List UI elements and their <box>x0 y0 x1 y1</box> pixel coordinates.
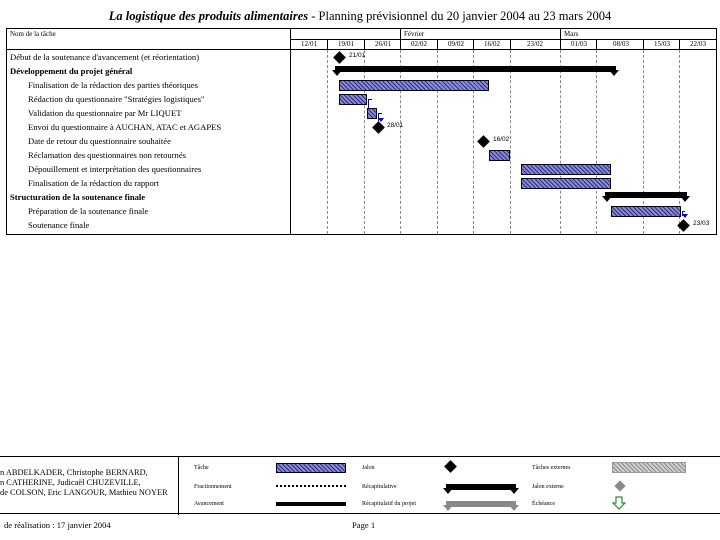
week-label: 01/03 <box>571 40 587 48</box>
week-label: 08/03 <box>613 40 629 48</box>
task-label: Envoi du questionnaire à AUCHAN, ATAC et AGAPES <box>28 122 222 132</box>
milestone-date-label: 28/01 <box>387 122 404 129</box>
footer-page-number: Page 1 <box>352 520 376 530</box>
week-label: 22/03 <box>690 40 706 48</box>
legend-label-jalon-externe: Jalon externe <box>532 484 564 490</box>
gantt-grid <box>6 28 717 235</box>
legend-external-task-swatch <box>612 462 686 473</box>
team-line-2: n CATHERINE, Judicaël CHUZEVILLE, <box>0 478 141 487</box>
task-row-2[interactable] <box>7 64 291 78</box>
legend-summary-swatch <box>446 484 516 490</box>
task-label: Développement du projet général <box>10 66 133 76</box>
week-label: 23/02 <box>527 40 543 48</box>
week-label: 12/01 <box>301 40 317 48</box>
task-bar[interactable] <box>611 206 681 217</box>
legend-label-recapitulative: Récapitulative <box>362 484 397 490</box>
month-separator <box>400 29 401 39</box>
legend-label-jalon: Jalon <box>362 465 375 471</box>
month-label-mars: Mars <box>564 30 579 38</box>
legend-label-tache: Tâche <box>194 465 209 471</box>
task-label: Soutenance finale <box>28 220 90 230</box>
summary-bar[interactable] <box>605 192 687 198</box>
dependency-arrow-icon <box>682 214 688 218</box>
task-bar[interactable] <box>521 164 611 175</box>
task-row-12[interactable] <box>7 204 291 218</box>
milestone-date-label: 23/03 <box>693 220 710 227</box>
task-name-header: Nom de la tâche <box>10 30 56 38</box>
task-bar[interactable] <box>367 108 377 119</box>
task-row-7[interactable] <box>7 134 291 148</box>
chart-title <box>0 9 720 24</box>
week-label: 26/01 <box>375 40 391 48</box>
week-gridline <box>596 50 597 234</box>
task-row-11[interactable] <box>7 190 291 204</box>
milestone-marker[interactable] <box>372 121 385 134</box>
task-row-5[interactable] <box>7 106 291 120</box>
week-gridline <box>364 50 365 234</box>
legend-split-swatch <box>276 485 346 487</box>
task-row-4[interactable] <box>7 92 291 106</box>
week-label: 15/03 <box>654 40 670 48</box>
week-gridline <box>327 50 328 234</box>
week-gridline <box>437 50 438 234</box>
task-label: Dépouillement et interprétation des questionnaires <box>28 164 202 174</box>
task-label: Préparation de la soutenance finale <box>28 206 149 216</box>
team-line-3: de COLSON, Eric LANGOUR, Mathieu NOYER <box>0 488 168 497</box>
task-row-9[interactable] <box>7 162 291 176</box>
legend-project-summary-swatch <box>446 501 516 507</box>
week-label: 09/02 <box>448 40 464 48</box>
week-gridline <box>473 50 474 234</box>
task-label: Rédaction du questionnaire "Stratégies logistiques" <box>28 94 205 104</box>
week-gridline <box>510 50 511 234</box>
team-line-1: n ABDELKADER, Christophe BERNARD, <box>0 468 148 477</box>
task-row-8[interactable] <box>7 148 291 162</box>
task-label: Finalisation de la rédaction des parties théoriques <box>28 80 198 90</box>
legend-progress-swatch <box>276 502 346 506</box>
task-row-1[interactable] <box>7 50 291 64</box>
task-row-3[interactable] <box>7 78 291 92</box>
task-row-6[interactable] <box>7 120 291 134</box>
task-label: Réclamation des questionnaires non retournés <box>28 150 186 160</box>
legend-panel <box>0 456 720 514</box>
task-label: Structuration de la soutenance finale <box>10 192 146 202</box>
title-rest: - Planning prévisionnel du 20 janvier 2004 au 23 mars 2004 <box>308 9 612 23</box>
task-row-10[interactable] <box>7 176 291 190</box>
month-separator <box>560 29 561 39</box>
milestone-marker[interactable] <box>477 135 490 148</box>
week-label: 02/02 <box>411 40 427 48</box>
legend-label-taches-externes: Tâches externes <box>532 465 571 471</box>
footer-date: de réalisation : 17 janvier 2004 <box>4 520 111 530</box>
legend-label-recap-projet: Récapitulatif du projet <box>362 501 416 507</box>
summary-bar[interactable] <box>335 66 616 72</box>
dependency-link <box>368 99 372 108</box>
legend-label-echeance: Échéance <box>532 501 555 507</box>
task-label: Date de retour du questionnaire souhaitée <box>28 136 171 146</box>
task-row-13[interactable] <box>7 218 291 232</box>
week-label: 19/01 <box>338 40 354 48</box>
legend-task-swatch <box>276 463 346 473</box>
deadline-arrow-icon <box>612 496 626 510</box>
week-label: 16/02 <box>484 40 500 48</box>
milestone-date-label: 16/02 <box>493 136 510 143</box>
week-separator <box>510 39 511 49</box>
task-label: Validation du questionnaire par Mr LIQUET <box>28 108 182 118</box>
month-label-fevrier: Février <box>404 30 425 38</box>
milestone-marker[interactable] <box>333 51 346 64</box>
task-bar[interactable] <box>339 94 367 105</box>
week-gridline <box>400 50 401 234</box>
legend-label-fractionnement: Fractionnement <box>194 484 232 490</box>
week-gridline <box>560 50 561 234</box>
task-bar[interactable] <box>521 178 611 189</box>
task-bar[interactable] <box>339 80 489 91</box>
title-main: La logistique des produits alimentaires <box>108 9 309 23</box>
task-label: Finalisation de la rédaction du rapport <box>28 178 160 188</box>
legend-label-avancement: Avancement <box>194 501 224 507</box>
milestone-date-label: 21/01 <box>349 52 366 59</box>
task-bar[interactable] <box>489 150 510 161</box>
task-label: Début de la soutenance d'avancement (et réorientation) <box>10 52 200 62</box>
legend-separator <box>178 457 179 515</box>
